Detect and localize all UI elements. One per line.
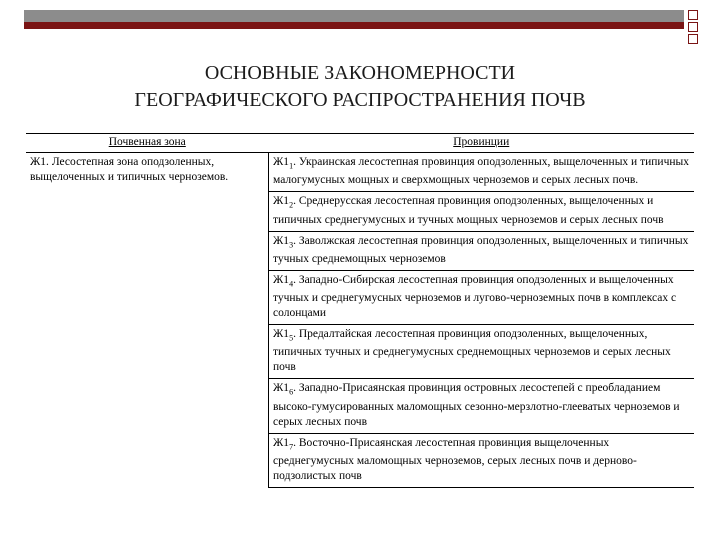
province-text: . Западно-Сибирская лесостепная провинция оподзоленных и выщелоченных тучных и среднегумусных черноземов и лугово-черноземных почв в комплексах с солонцами	[273, 273, 677, 320]
header-bar-red	[24, 22, 684, 29]
province-subscript: 1	[289, 161, 294, 171]
provinces-column-header: Провинции	[269, 134, 695, 153]
province-subscript: 5	[289, 333, 294, 343]
province-text: . Заволжская лесостепная провинция оподзоленных, выщелоченных и типичных тучных среднемощных черноземов	[273, 234, 689, 265]
table-row	[26, 153, 694, 192]
province-cell	[269, 325, 695, 379]
province-text: . Восточно-Присаянская лесостепная провинция выщелоченных среднегумусных маломощных черноземов, серых лесных почв и дерново-подзолистых почв	[273, 436, 637, 483]
table-header-row	[26, 134, 694, 153]
province-text: . Предалтайская лесостепная провинция оподзоленных, выщелоченных, типичных тучных и среднегумусных среднемощных черноземов и серых лесных почв	[273, 328, 671, 374]
province-subscript: 3	[289, 239, 294, 249]
square-icon	[688, 34, 698, 44]
decorative-squares	[688, 10, 714, 46]
province-code: Ж1	[273, 436, 290, 449]
page-title: ОСНОВНЫЕ ЗАКОНОМЕРНОСТИ ГЕОГРАФИЧЕСКОГО РАСПРОСТРАНЕНИЯ ПОЧВ	[134, 62, 586, 111]
province-code: Ж1	[273, 195, 290, 208]
province-code: Ж1	[273, 328, 290, 341]
zone-code: Ж1.	[30, 156, 49, 168]
province-cell	[269, 153, 695, 192]
province-cell	[269, 270, 695, 324]
province-text: . Среднерусская лесостепная провинция оподзоленных, выщелоченных и типичных среднегумусных и тучных мощных черноземов и серых лесных почв	[273, 195, 664, 226]
square-icon	[688, 10, 698, 20]
province-cell	[269, 379, 695, 433]
province-code: Ж1	[273, 273, 290, 286]
province-subscript: 2	[289, 200, 294, 210]
province-text: . Украинская лесостепная провинция оподзоленных, выщелоченных и типичных малогумусных мощных и сверхмощных черноземов и серых лесных почв.	[273, 156, 689, 187]
province-subscript: 4	[289, 279, 294, 289]
province-code: Ж1	[273, 156, 290, 168]
province-cell	[269, 231, 695, 270]
province-subscript: 7	[289, 442, 294, 452]
square-icon	[688, 22, 698, 32]
zone-cell	[26, 153, 269, 488]
zones-table	[26, 133, 694, 488]
province-cell	[269, 192, 695, 231]
province-subscript: 6	[289, 387, 294, 397]
header-bar	[24, 10, 684, 30]
province-cell	[269, 433, 695, 487]
zone-text: Лесостепная зона оподзоленных, выщелоченных и типичных черноземов.	[30, 156, 229, 183]
province-code: Ж1	[273, 234, 290, 247]
zone-column-header: Почвенная зона	[26, 134, 269, 153]
province-text: . Западно-Присаянская провинция островных лесостепей с преобладанием высоко-гумусированных маломощных сезонно-мерзлотно-глееватых черноземов и серых лесных почв	[273, 382, 680, 428]
province-code: Ж1	[273, 382, 290, 395]
header-bar-grey	[24, 10, 684, 22]
